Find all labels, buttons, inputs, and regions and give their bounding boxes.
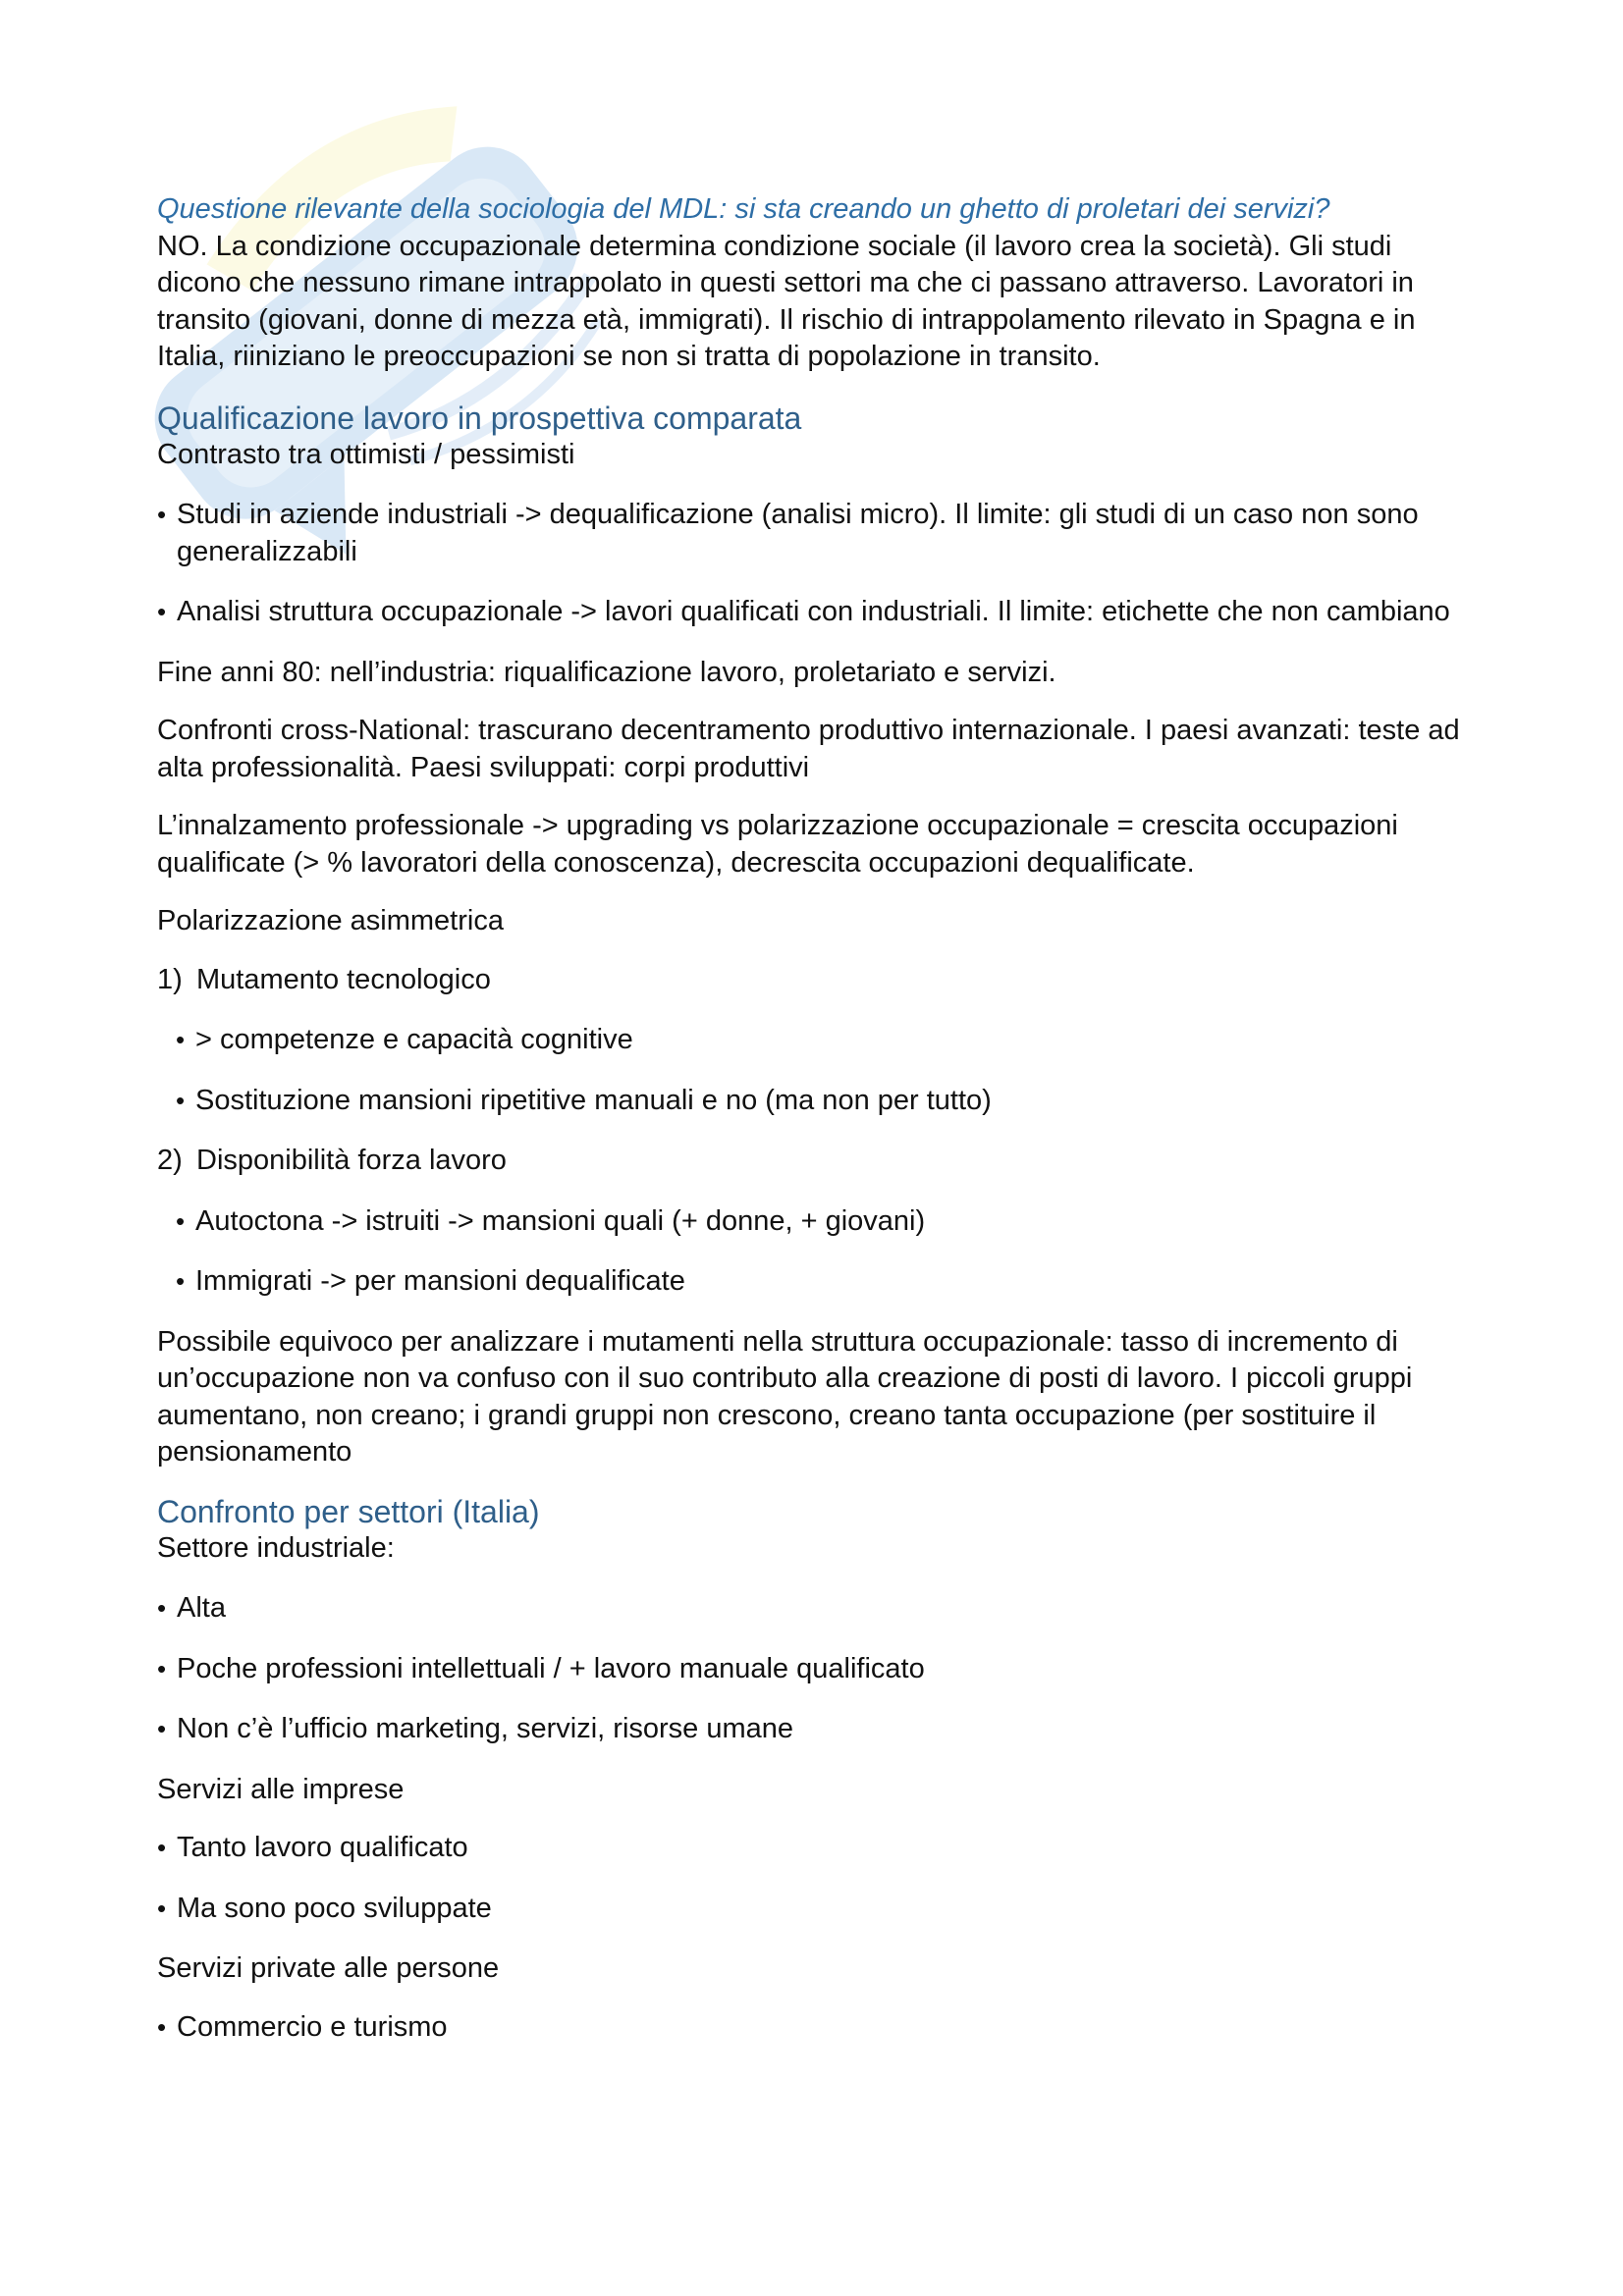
paragraph: Servizi private alle persone bbox=[157, 1952, 500, 1984]
list-item-text: Studi in aziende industriali -> dequalificazione (analisi micro). Il limite: gli studi di un caso non sono generalizzabili bbox=[177, 499, 1419, 567]
bullet-icon: • bbox=[157, 1593, 167, 1623]
numbered-item bbox=[157, 1143, 1478, 1180]
paragraph: L’innalzamento professionale -> upgrading vs polarizzazione occupazionale = crescita occupazioni qualificate (> % lavoratori della conoscenza), decrescita occupazioni dequalificate. bbox=[157, 810, 1398, 879]
bullet-icon: • bbox=[157, 597, 167, 626]
paragraph: Possibile equivoco per analizzare i mutamenti nella struttura occupazionale: tasso di incremento di un’occupazione non va confuso con il suo contributo alla creazione di posti di lavoro. I piccoli gruppi aumentano, non creano; i grandi gruppi non crescono, creano tanta occupazione (per sostituire il pensionamento bbox=[157, 1325, 1413, 1468]
list-item-text: Autoctona -> istruiti -> mansioni quali (+ donne, + giovani) bbox=[195, 1204, 926, 1237]
bullet-icon: • bbox=[157, 1714, 167, 1743]
question-paragraph: NO. La condizione occupazionale determina condizione sociale (il lavoro crea la società). Gli studi dicono che nessuno rimane intrappolato in questi settori ma che ci passano attraverso. Lavoratori in transito (giovani, donne di mezza età, immigrati). Il rischio di intrappolamento rilevato in Spagna e in Italia, riiniziano le preoccupazioni se non si tratta di popolazione in transito. bbox=[157, 230, 1416, 372]
list-item bbox=[157, 2009, 1478, 2047]
paragraph: Polarizzazione asimmetrica bbox=[157, 905, 504, 936]
paragraph: Servizi alle imprese bbox=[157, 1773, 405, 1805]
list-item bbox=[157, 1590, 1478, 1628]
list-item-text: Sostituzione mansioni ripetitive manuali e no (ma non per tutto) bbox=[195, 1084, 992, 1116]
list-item bbox=[176, 1263, 1478, 1301]
list-item-text: Poche professioni intellettuali / + lavoro manuale qualificato bbox=[177, 1652, 925, 1684]
bullet-icon: • bbox=[157, 500, 167, 529]
paragraph: Confronti cross-National: trascurano decentramento produttivo internazionale. I paesi avanzati: teste ad alta professionalità. Paesi sviluppati: corpi produttivi bbox=[157, 715, 1460, 783]
section-heading-qualificazione: Qualificazione lavoro in prospettiva comparata bbox=[157, 400, 802, 436]
section-heading-confronto: Confronto per settori (Italia) bbox=[157, 1493, 540, 1529]
list-item bbox=[157, 1830, 1478, 1867]
list-item bbox=[157, 497, 1478, 570]
bullet-icon: • bbox=[157, 2011, 167, 2042]
list-item bbox=[157, 1711, 1478, 1748]
bullet-icon: • bbox=[157, 1833, 167, 1862]
list-item-text: > competenze e capacità cognitive bbox=[195, 1024, 633, 1055]
numbered-item-text: Mutamento tecnologico bbox=[196, 963, 491, 995]
bullet-icon: • bbox=[157, 1653, 167, 1683]
list-item-text: Analisi struttura occupazionale -> lavori qualificati con industriali. Il limite: etichette che non cambiano bbox=[177, 596, 1450, 627]
list-item bbox=[157, 1891, 1478, 1928]
bullet-icon: • bbox=[176, 1266, 186, 1296]
paragraph: Settore industriale: bbox=[157, 1531, 395, 1564]
list-item bbox=[176, 1022, 1478, 1059]
list-item-text: Tanto lavoro qualificato bbox=[177, 1832, 468, 1863]
bullet-icon: • bbox=[176, 1085, 186, 1115]
list-item bbox=[157, 1651, 1478, 1688]
question-title: Questione rilevante della sociologia del MDL: si sta creando un ghetto di proletari dei servizi? bbox=[157, 193, 1330, 225]
paragraph: Contrasto tra ottimisti / pessimisti bbox=[157, 438, 575, 470]
list-item-text: Non c’è l’ufficio marketing, servizi, risorse umane bbox=[177, 1713, 794, 1744]
document-body bbox=[157, 191, 1478, 2069]
list-item bbox=[157, 594, 1478, 631]
list-item-text: Commercio e turismo bbox=[177, 2010, 448, 2043]
numbered-item bbox=[157, 962, 1478, 999]
list-item bbox=[176, 1203, 1478, 1241]
bullet-icon: • bbox=[176, 1205, 186, 1236]
bullet-icon: • bbox=[176, 1025, 186, 1054]
item-number: 1) bbox=[157, 963, 183, 995]
list-item-text: Alta bbox=[177, 1592, 226, 1624]
paragraph: Fine anni 80: nell’industria: riqualificazione lavoro, proletariato e servizi. bbox=[157, 656, 1056, 688]
list-item-text: Ma sono poco sviluppate bbox=[177, 1892, 492, 1924]
list-item-text: Immigrati -> per mansioni dequalificate bbox=[195, 1265, 685, 1297]
item-number: 2) bbox=[157, 1145, 183, 1176]
list-item bbox=[176, 1083, 1478, 1120]
bullet-icon: • bbox=[157, 1893, 167, 1923]
numbered-item-text: Disponibilità forza lavoro bbox=[196, 1145, 507, 1176]
